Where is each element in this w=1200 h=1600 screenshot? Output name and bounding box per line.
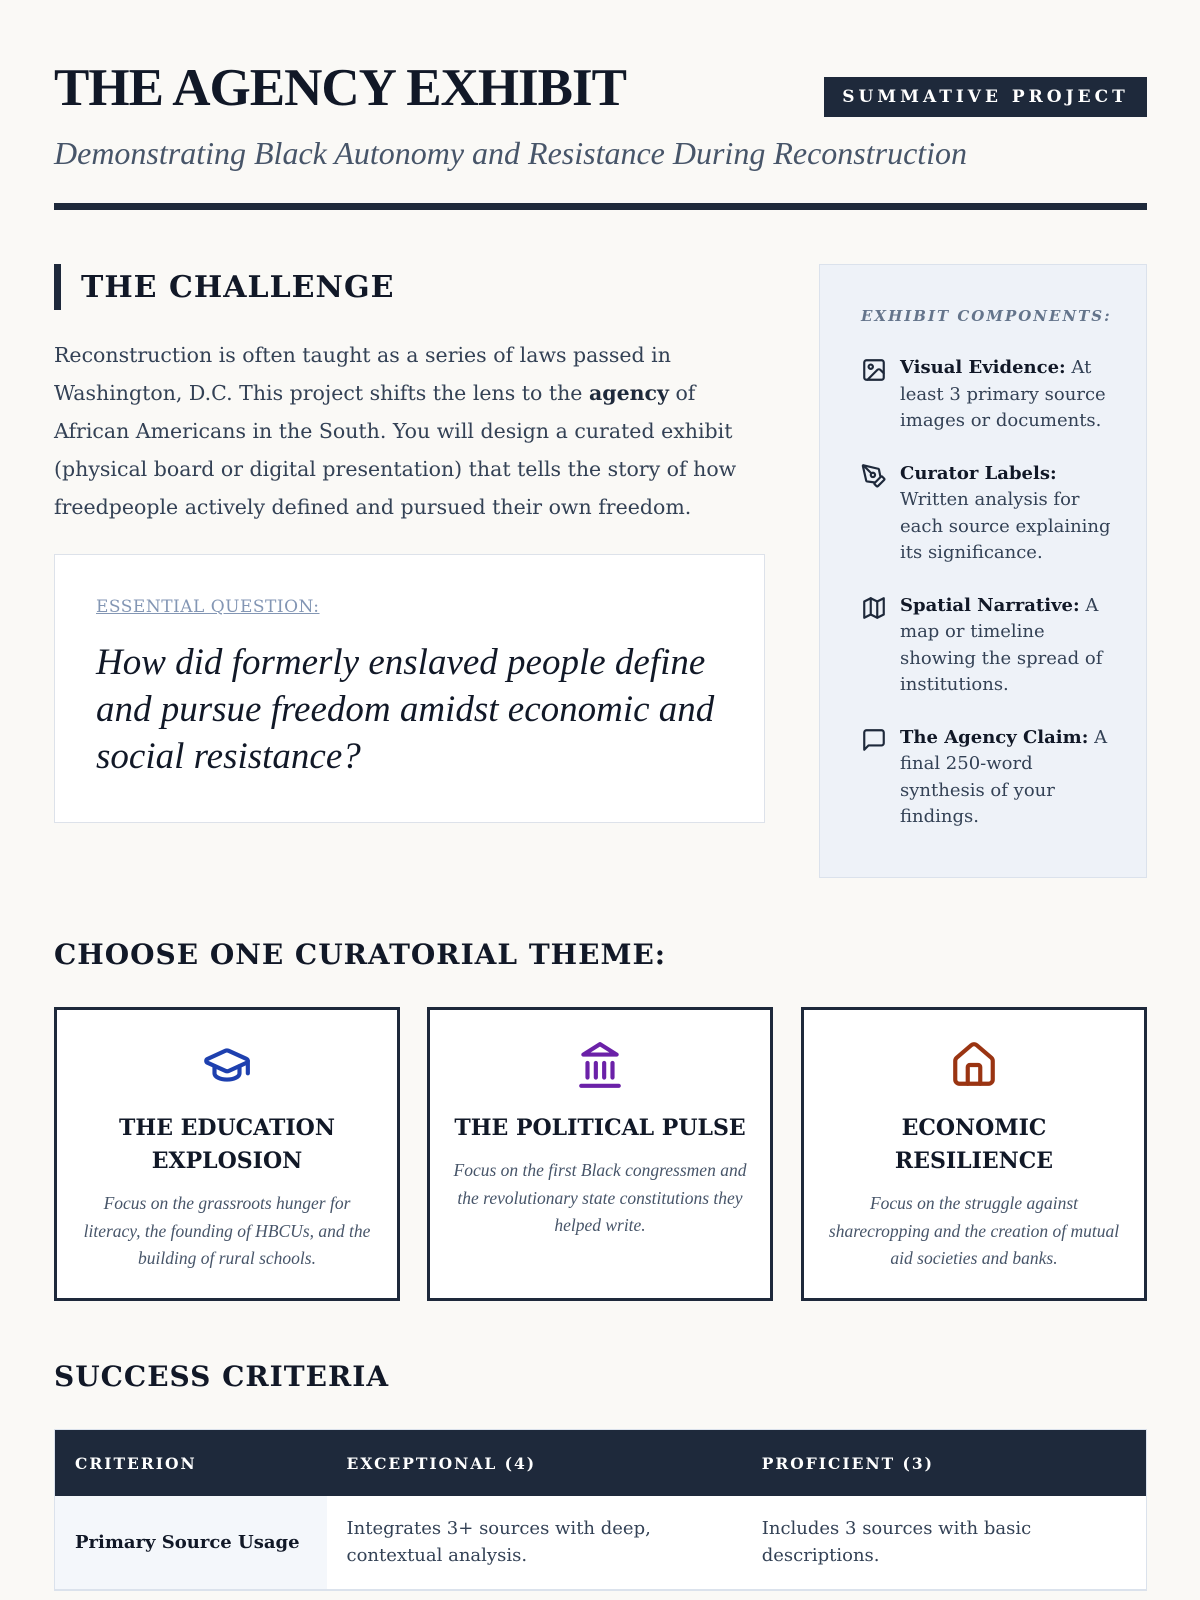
list-item: [861, 461, 1116, 567]
exceptional-cell: Integrates 3+ sources with deep, contextual analysis.: [346, 1518, 651, 1566]
components-title: EXHIBIT COMPONENTS:: [861, 307, 1112, 325]
component-description: Written analysis for each source explaining its significance.: [900, 489, 1111, 563]
theme-title: THE POLITICAL PULSE: [454, 1115, 746, 1141]
criterion-cell: Primary Source Usage: [55, 1496, 327, 1589]
header-divider: [54, 203, 1147, 210]
theme-title: ECONOMIC RESILIENCE: [894, 1115, 1054, 1174]
proficient-cell: Includes 3 sources with basic descriptions.: [761, 1518, 1032, 1566]
component-text: [900, 593, 1116, 699]
theme-description: Focus on the grassroots hunger for literacy, the founding of HBCUs, and the building of rural schools.: [83, 1193, 371, 1268]
essential-question-label: ESSENTIAL QUESTION:: [96, 597, 320, 617]
column-header: EXCEPTIONAL (4): [346, 1453, 537, 1473]
landmark-icon: [575, 1040, 625, 1090]
theme-description: Focus on the struggle against sharecropping and the creation of mutual aid societies and banks.: [828, 1193, 1120, 1268]
component-label: Visual Evidence:: [900, 357, 1066, 378]
home-icon: [949, 1040, 999, 1090]
challenge-text-part: Reconstruction is often taught as a series of laws passed in Washington, D.C. This project shifts the lens to the: [54, 343, 671, 405]
theme-title: THE EDUCATION EXPLOSION: [119, 1115, 335, 1174]
component-text: [900, 355, 1116, 435]
table-header-row: [55, 1430, 1146, 1496]
component-description: At least 3 primary source images or documents.: [900, 357, 1106, 431]
message-square-icon: [861, 727, 887, 753]
component-label: Curator Labels:: [900, 462, 1057, 484]
table-row: [55, 1496, 1146, 1590]
criteria-heading: SUCCESS CRITERIA: [54, 1360, 390, 1393]
theme-card-political[interactable]: [427, 1007, 773, 1301]
challenge-text-emphasis: agency: [588, 381, 669, 405]
theme-card-education[interactable]: [54, 1007, 400, 1301]
theme-card-economic[interactable]: [801, 1007, 1147, 1301]
column-header: CRITERION: [75, 1453, 197, 1473]
challenge-text-part: of African Americans in the South. You will design a curated exhibit (physical board or digital presentation) that tells the story of how freedpeople actively defined and pursued their own freedom.: [54, 381, 737, 519]
component-label: The Agency Claim:: [900, 726, 1089, 748]
list-item: [861, 725, 1116, 831]
essential-question-box: [54, 554, 765, 823]
criteria-table: [54, 1429, 1147, 1591]
page: [54, 0, 1147, 1600]
components-list: [861, 355, 1116, 831]
challenge-heading: THE CHALLENGE: [54, 264, 394, 310]
component-description: A map or timeline showing the spread of institutions.: [900, 594, 1103, 695]
essential-question: How did formerly enslaved people define and pursue freedom amidst economic and social resistance?: [96, 642, 715, 777]
component-description: A final 250-word synthesis of your findings.: [900, 726, 1108, 827]
list-item: [861, 355, 1116, 435]
column-header: PROFICIENT (3): [761, 1453, 934, 1473]
list-item: [861, 593, 1116, 699]
component-text: [900, 461, 1116, 567]
map-icon: [861, 595, 887, 621]
theme-description: Focus on the first Black congressmen and the revolutionary state constitutions they helped write.: [453, 1160, 747, 1235]
themes-heading: CHOOSE ONE CURATORIAL THEME:: [54, 938, 667, 971]
page-title: THE AGENCY EXHIBIT: [54, 59, 627, 117]
pen-tool-icon: [861, 463, 887, 489]
component-label: Spatial Narrative:: [900, 594, 1080, 616]
graduation-cap-icon: [202, 1040, 252, 1090]
challenge-text: [54, 336, 754, 526]
exhibit-components-panel: [819, 264, 1147, 878]
component-text: [900, 725, 1116, 831]
image-icon: [861, 357, 887, 383]
project-badge: SUMMATIVE PROJECT: [824, 77, 1147, 117]
page-subtitle: Demonstrating Black Autonomy and Resistance During Reconstruction: [54, 135, 968, 171]
